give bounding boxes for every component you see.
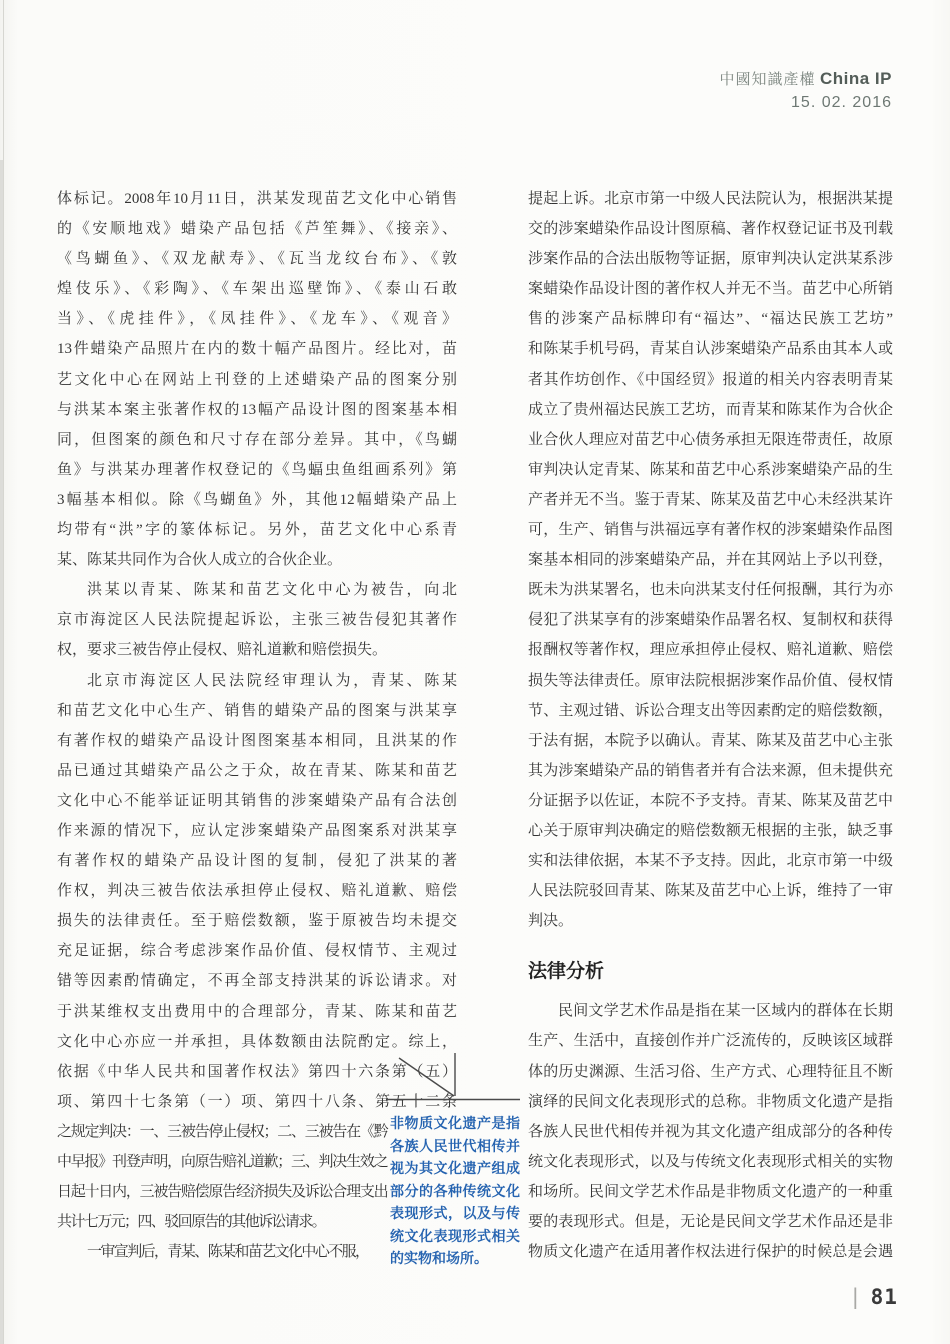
text-line: 演绎的民间文化表现形式的总称。非物质文化遗产是指 <box>528 1093 893 1110</box>
pull-quote-line: 视为其文化遗产组成 <box>390 1160 520 1176</box>
text-line: 成立了贵州福达民族工艺坊，而青某和陈某作为合伙企 <box>528 401 893 418</box>
text-line: 之规定判决：一、三被告停止侵权；二、三被告在《黔 <box>57 1123 387 1140</box>
page-number-divider: | <box>849 1285 862 1309</box>
section-heading-legal-analysis: 法律分析 <box>528 961 605 983</box>
scan-edge-line <box>3 0 4 1344</box>
text-line: 艺文化中心在网站上刊登的上述蜡染产品的图案分别 <box>57 371 457 388</box>
text-line: 于法有据，本院予以确认。青某、陈某及苗艺中心主张 <box>528 732 893 749</box>
pull-quote-line: 各族人民世代相传并 <box>390 1137 520 1154</box>
text-line: 要的表现形式。但是，无论是民间文学艺术作品还是非 <box>528 1214 893 1230</box>
text-line: 者其作坊创作、《中国经贸》报道的相关内容表明青某 <box>528 371 893 388</box>
text-line: 当》、《虎挂件》，《凤挂件》、《龙车》、《观音》 <box>57 311 457 328</box>
text-line: 交的涉案蜡染作品设计图原稿、著作权登记证书及刊载 <box>528 221 893 238</box>
text-line: 判决。 <box>528 913 574 930</box>
text-line: 作权，判决三被告依法承担停止侵权、赔礼道歉、赔偿 <box>57 883 457 900</box>
text-line: 损失等法律责任。原审法院根据涉案作品价值、侵权情 <box>528 672 893 689</box>
text-line: 于洪某维权支出费用中的合理部分，青某、陈某和苗艺 <box>57 1003 457 1020</box>
page-number: | 81 <box>849 1285 898 1309</box>
text-line: 各族人民世代相传并视为其文化遗产组成部分的各种传 <box>528 1123 893 1140</box>
text-line: 物质文化遗产在适用著作权法进行保护的时候总是会遇 <box>528 1244 893 1261</box>
magazine-title-en: China IP <box>819 69 892 88</box>
text-line: 文化中心不能举证证明其销售的涉案蜡染产品有合法创 <box>57 792 457 809</box>
text-line: 权，要求三被告停止侵权、赔礼道歉和赔偿损失。 <box>57 642 388 659</box>
text-line: 日起十日内，三被告赔偿原告经济损失及诉讼合理支出 <box>57 1184 387 1201</box>
pull-quote-arrow-icon <box>383 1038 523 1104</box>
text-line: 有著作权的蜡染产品设计图图案基本相同，且洪某的作 <box>57 732 457 749</box>
text-line: 和苗艺文化中心生产、销售的蜡染产品的图案与洪某享 <box>57 702 457 719</box>
text-line: 鱼》与洪某办理著作权登记的《鸟蝠虫鱼组画系列》第 <box>57 461 457 478</box>
text-line: 人民法院驳回青某、陈某及苗艺中心上诉，维持了一审 <box>528 883 893 900</box>
text-line: 生产、生活中，直接创作并广泛流传的，反映该区域群 <box>528 1033 893 1050</box>
page-header <box>720 68 892 114</box>
text-line: 一审宣判后，青某、陈某和苗艺文化中心不服， <box>87 1244 369 1261</box>
text-line: 文化中心亦应一并承担，具体数额由法院酌定。综上， <box>57 1033 457 1050</box>
text-line: 充足证据，综合考虑涉案作品价值、侵权情节、主观过 <box>57 943 457 960</box>
text-line: 依据《中华人民共和国著作权法》第四十六条第（五） <box>57 1063 457 1080</box>
scan-edge-shadow <box>0 160 3 1344</box>
text-line: 既未为洪某署名，也未向洪某支付任何报酬，其行为亦 <box>528 582 893 599</box>
text-line: 错等因素酌情确定，不再全部支持洪某的诉讼请求。对 <box>57 973 457 990</box>
text-line: 和陈某手机号码，青某自认涉案蜡染产品系由其本人或 <box>528 341 893 358</box>
text-line: 体标记。2008年10月11日，洪某发现苗艺文化中心销售 <box>57 191 457 207</box>
text-line: 品已通过其蜡染产品公之于众，故在青某、陈某和苗艺 <box>57 762 457 779</box>
issue-date: 15. 02. 2016 <box>791 93 892 111</box>
text-line: 产者并无不当。鉴于青某、陈某及苗艺中心未经洪某许 <box>528 491 893 508</box>
pull-quote-line: 非物质文化遗产是指 <box>390 1115 520 1131</box>
magazine-title-cn: 中國知識產權 <box>719 71 816 88</box>
text-line: 均带有“洪”字的篆体标记。另外，苗艺文化中心系青 <box>57 522 457 539</box>
text-line: 损失的法律责任。至于赔偿数额，鉴于原被告均未提交 <box>57 913 457 930</box>
text-line: 体的历史渊源、生活习俗、生产方式、心理特征且不断 <box>528 1063 893 1080</box>
text-line: 审判决认定青某、陈某和苗艺中心系涉案蜡染产品的生 <box>528 461 893 478</box>
text-line: 13件蜡染产品照片在内的数十幅产品图片。经比对，苗 <box>57 341 457 358</box>
text-line: 提起上诉。北京市第一中级人民法院认为，根据洪某提 <box>528 191 893 207</box>
text-line: 心关于原审判决确定的赔偿数额无根据的主张，缺乏事 <box>528 822 893 839</box>
text-line: 《鸟蝴鱼》、《双龙献寿》、《瓦当龙纹台布》、《敦 <box>57 251 457 268</box>
text-line: 侵犯了洪某享有的涉案蜡染作品署名权、复制权和获得 <box>528 612 893 629</box>
pull-quote <box>390 1112 520 1270</box>
pull-quote-line: 表现形式，以及与传 <box>390 1205 520 1221</box>
text-line: 案基本相同的涉案蜡染产品，并在其网站上予以刊登， <box>528 552 893 569</box>
right-text-column <box>528 184 893 1267</box>
text-line: 分证据予以佐证，本院不予支持。青某、陈某及苗艺中 <box>528 792 893 809</box>
text-line: 同，但图案的颜色和尺寸存在部分差异。其中，《鸟蝴 <box>57 431 457 448</box>
text-line: 业合伙人理应对苗艺中心债务承担无限连带责任，故原 <box>528 431 893 448</box>
text-line: 案蜡染作品设计图的著作权人并无不当。苗艺中心所销 <box>528 281 893 298</box>
text-line: 煌伎乐》、《彩陶》、《车架出巡壁饰》、《泰山石敢 <box>57 281 457 298</box>
text-line: 其为涉案蜡染产品的销售者并有合法来源，但未提供充 <box>528 762 893 779</box>
text-line: 中早报》刊登声明，向原告赔礼道歉；三、判决生效之 <box>57 1154 387 1170</box>
text-line: 京市海淀区人民法院提起诉讼，主张三被告侵犯其著作 <box>57 612 457 629</box>
text-line: 和场所。民间文学艺术作品是非物质文化遗产的一种重 <box>528 1183 893 1200</box>
magazine-title <box>720 68 892 91</box>
text-line: 售的涉案产品标牌印有“福达”、“福达民族工艺坊” <box>528 311 893 328</box>
text-line: 有著作权的蜡染产品设计图的复制，侵犯了洪某的著 <box>57 853 457 870</box>
text-line: 项、第四十七条第（一）项、第四十八条、第五十二条 <box>57 1093 457 1110</box>
text-line: 可，生产、销售与洪福远享有著作权的涉案蜡染作品图 <box>528 522 893 539</box>
pull-quote-line: 部分的各种传统文化 <box>390 1182 520 1199</box>
pull-quote-line: 的实物和场所。 <box>390 1250 488 1266</box>
text-line: 涉案作品的合法出版物等证据，原审判决认定洪某系涉 <box>528 251 893 268</box>
text-line: 节、主观过错、诉讼合理支出等因素酌定的赔偿数额， <box>528 702 893 719</box>
text-line: 作来源的情况下，应认定涉案蜡染产品图案系对洪某享 <box>57 822 457 839</box>
text-line: 的《安顺地戏》蜡染产品包括《芦笙舞》、《接亲》、 <box>57 221 457 238</box>
text-line: 实和法律依据，本某不予支持。因此，北京市第一中级 <box>528 853 893 870</box>
text-line: 某、陈某共同作为合伙人成立的合伙企业。 <box>57 552 343 569</box>
text-line: 与洪某本案主张著作权的13幅产品设计图的图案基本相 <box>57 401 457 418</box>
text-line: 统文化表现形式，以及与传统文化表现形式相关的实物 <box>528 1153 893 1170</box>
left-text-column <box>57 184 457 1267</box>
text-line: 北京市海淀区人民法院经审理认为，青某、陈某 <box>87 672 457 689</box>
text-line: 民间文学艺术作品是指在某一区域内的群体在长期 <box>558 1003 893 1020</box>
text-line: 洪某以青某、陈某和苗艺文化中心为被告，向北 <box>87 582 457 599</box>
pull-quote-line: 统文化表现形式相关 <box>390 1227 520 1244</box>
text-line: 报酬权等著作权，理应承担停止侵权、赔礼道歉、赔偿 <box>528 642 893 659</box>
text-line: 3幅基本相似。除《鸟蝴鱼》外，其他12幅蜡染产品上 <box>57 491 457 508</box>
text-line: 共计七万元；四、驳回原告的其他诉讼请求。 <box>57 1214 326 1231</box>
